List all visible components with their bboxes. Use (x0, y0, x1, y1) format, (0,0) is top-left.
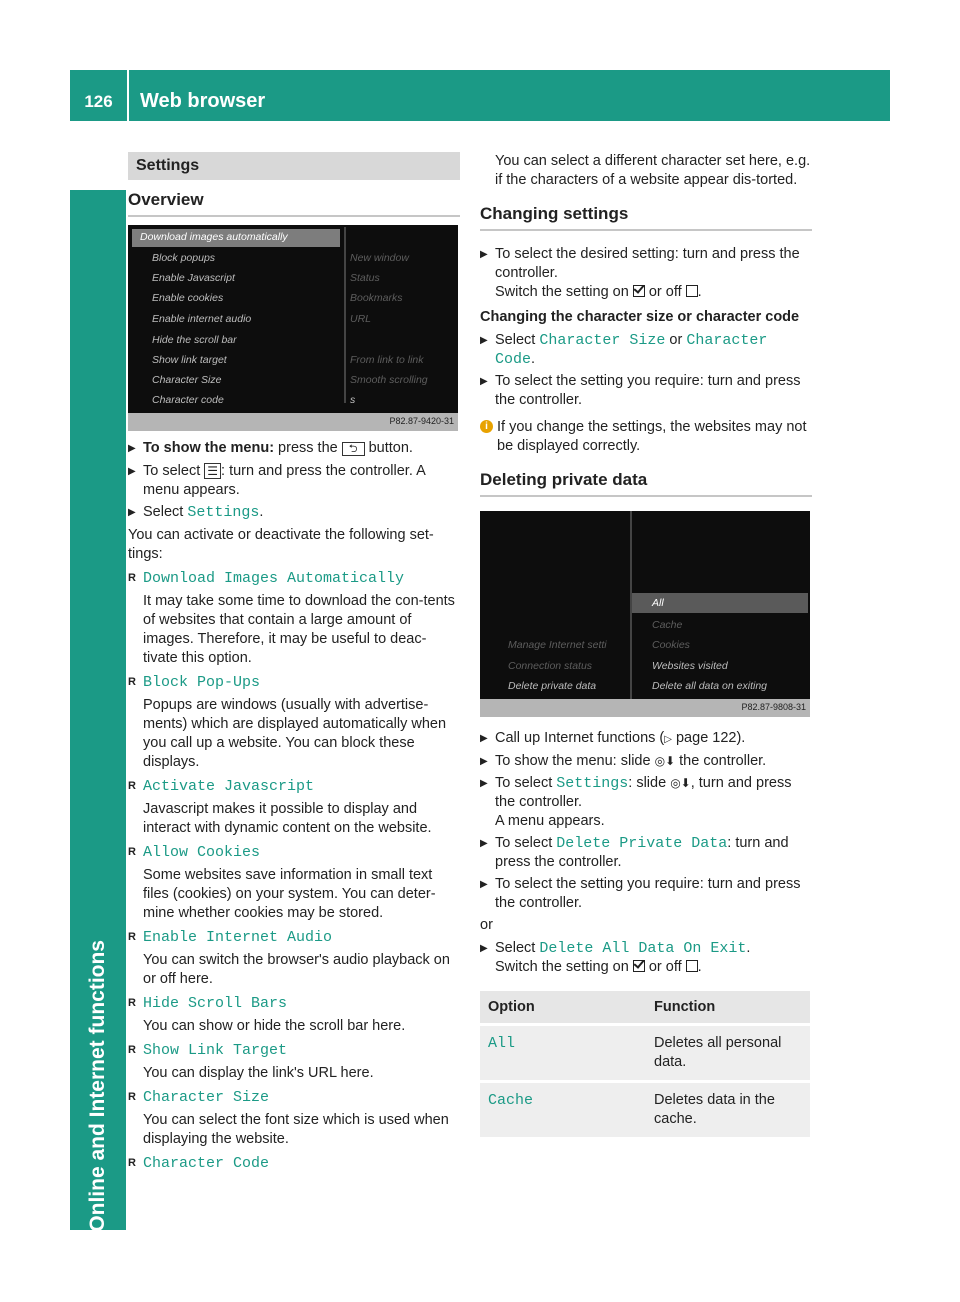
checkbox-on-icon (633, 285, 645, 297)
charcode-desc: You can select a different character set here, e.g. if the characters of a website appear dis-torted. (495, 153, 811, 188)
screen1-item: Download images automatically (140, 231, 288, 243)
or-text: or (480, 917, 493, 933)
screen1-item: Enable internet audio (152, 313, 252, 325)
back-button-icon: ⮌ (342, 442, 365, 456)
option-name: Hide Scroll Bars (143, 995, 288, 1012)
option-description: It may take some time to download the con-tents of websites that contain a large amount of images. Therefore, it may be useful to deac-tivate this option. (143, 593, 455, 666)
bullet-symbol: R (128, 676, 136, 688)
table-cell: Cache (480, 1082, 646, 1139)
option-description: Popups are windows (usually with advertise-ments) which are displayed automatically when you call up a website. You can block these displays. (143, 697, 447, 770)
option-bullet (128, 1088, 460, 1107)
table-row (480, 1025, 810, 1082)
option-name: Show Link Target (143, 1042, 288, 1059)
bullet-symbol: R (128, 1091, 136, 1103)
menu-icon: ☰ (204, 463, 221, 479)
intro-text: You can activate or deactivate the following set-tings: (128, 527, 434, 562)
right-column (480, 152, 812, 1140)
controller-slide-icon: ◎⬇ (654, 754, 676, 768)
left-column (128, 152, 460, 1177)
overview-heading: Overview (128, 190, 460, 217)
side-tab-text-wrap (70, 940, 126, 1232)
screen1-item: Enable Javascript (152, 272, 235, 284)
step: ▶ To select ☰ : turn and press the controller. A menu appears. (128, 462, 460, 500)
screen2-right-item: All (652, 597, 664, 609)
options-list (128, 569, 460, 1173)
option-name: Block Pop-Ups (143, 674, 261, 691)
screen1-right-item: Bookmarks (350, 292, 403, 304)
screen1-item: Show link target (152, 354, 227, 366)
screen1-right-item: s (350, 394, 356, 406)
option-bullet (128, 928, 460, 947)
option-bullet (128, 994, 460, 1013)
step: ▶ To select Delete Private Data: turn and press the controller. (480, 834, 812, 872)
table-header-row (480, 991, 810, 1025)
screen1-right-item: New window (350, 252, 409, 264)
screen1-right-item: Status (350, 272, 380, 284)
screen1-right-item: URL (350, 313, 372, 325)
screen2-right-item: Websites visited (652, 660, 728, 672)
checkbox-off-icon (686, 960, 698, 972)
option-description: Javascript makes it possible to display and interact with dynamic content on the website. (143, 801, 432, 836)
table-cell: Deletes data in the cache. (646, 1082, 810, 1139)
screen2-right-item: Delete all data on exiting (652, 680, 767, 692)
option-name: Enable Internet Audio (143, 929, 333, 946)
screen1-right-item: Smooth scrolling (350, 374, 428, 386)
option-bullet (128, 1154, 460, 1173)
screen2-right-item: Cache (652, 619, 683, 631)
bullet-symbol: R (128, 1044, 136, 1056)
step: ▶ Call up Internet functions (▷ page 122). (480, 729, 812, 749)
info-icon: i (480, 420, 493, 433)
table-header: Function (646, 991, 810, 1025)
screen2-right-item: Cookies (652, 639, 690, 651)
bullet-symbol: R (128, 931, 136, 943)
section-band: Settings (128, 152, 460, 180)
changing-settings-heading: Changing settings (480, 204, 812, 231)
bullet-symbol: R (128, 846, 136, 858)
table-cell: Deletes all personal data. (646, 1025, 810, 1082)
option-description: You can show or hide the scroll bar here. (143, 1018, 406, 1034)
step: ▶ Select Settings. (128, 503, 460, 522)
option-bullet (128, 777, 460, 796)
option-name: Allow Cookies (143, 844, 261, 861)
option-bullet (128, 673, 460, 692)
figure-code: P82.87-9808-31 (741, 702, 806, 712)
private-data-screenshot (480, 511, 810, 717)
options-table (480, 991, 810, 1140)
option-description: You can select the font size which is used when displaying the website. (143, 1112, 449, 1147)
table-row (480, 1082, 810, 1139)
step: ▶ Select Character Size or Character Code. (480, 331, 812, 369)
option-description: You can switch the browser's audio playback on or off here. (143, 952, 450, 987)
page-ref-arrow-icon: ▷ (664, 734, 672, 745)
option-description: Some websites save information in small text files (cookies) on your system. You can deter-mine whether cookies may be stored. (143, 867, 436, 921)
page-header (70, 70, 890, 121)
step: ▶ To select the desired setting: turn and press the controller. Switch the setting on or off . (480, 245, 812, 302)
bullet-symbol: R (128, 997, 136, 1009)
screen1-item: Hide the scroll bar (152, 334, 237, 346)
settings-screenshot (128, 225, 458, 431)
option-bullet (128, 569, 460, 588)
option-name: Character Code (143, 1155, 270, 1172)
screen1-item: Character code (152, 394, 224, 406)
option-name: Character Size (143, 1089, 270, 1106)
checkbox-on-icon (633, 960, 645, 972)
screen1-item: Enable cookies (152, 292, 224, 304)
option-description: You can display the link's URL here. (143, 1065, 374, 1081)
screen2-left-item: Delete private data (508, 680, 597, 692)
page-title: Web browser (140, 90, 266, 112)
screen1-right-item: From link to link (350, 354, 424, 366)
screen1-item: Character Size (152, 374, 222, 386)
bullet-symbol: R (128, 1157, 136, 1169)
step: ▶ To show the menu: slide ◎⬇ the controller. (480, 752, 812, 771)
option-name: Activate Javascript (143, 778, 315, 795)
screen1-item: Block popups (152, 252, 216, 264)
checkbox-off-icon (686, 285, 698, 297)
bullet-symbol: R (128, 572, 136, 584)
step: ▶ To show the menu: press the ⮌ button. (128, 439, 460, 459)
figure-code: P82.87-9420-31 (389, 416, 454, 426)
screen2-left-item: Manage Internet setti (508, 639, 607, 651)
sub-heading: Changing the character size or character code (480, 309, 800, 325)
info-note: i If you change the settings, the websites may not be displayed correctly. (480, 418, 812, 456)
bullet-symbol: R (128, 780, 136, 792)
option-name: Download Images Automatically (143, 570, 405, 587)
step: ▶ To select the setting you require: turn and press the controller. (480, 875, 812, 913)
deleting-heading: Deleting private data (480, 470, 812, 497)
step: ▶ To select the setting you require: turn and press the controller. (480, 372, 812, 410)
table-header: Option (480, 991, 646, 1025)
option-bullet (128, 843, 460, 862)
screen2-left-item: Connection status (508, 660, 593, 672)
table-cell: All (480, 1025, 646, 1082)
side-tab-label: Online and Internet functions (86, 940, 109, 1232)
step: ▶ To select Settings: slide ◎⬇, turn and press the controller. A menu appears. (480, 774, 812, 831)
step: ▶ Select Delete All Data On Exit. Switch the setting on or off . (480, 939, 812, 977)
screenshot-footer (128, 413, 458, 431)
screenshot-footer (480, 699, 810, 717)
option-bullet (128, 1041, 460, 1060)
controller-slide-icon: ◎⬇ (670, 776, 691, 790)
page-number: 126 (70, 70, 129, 121)
